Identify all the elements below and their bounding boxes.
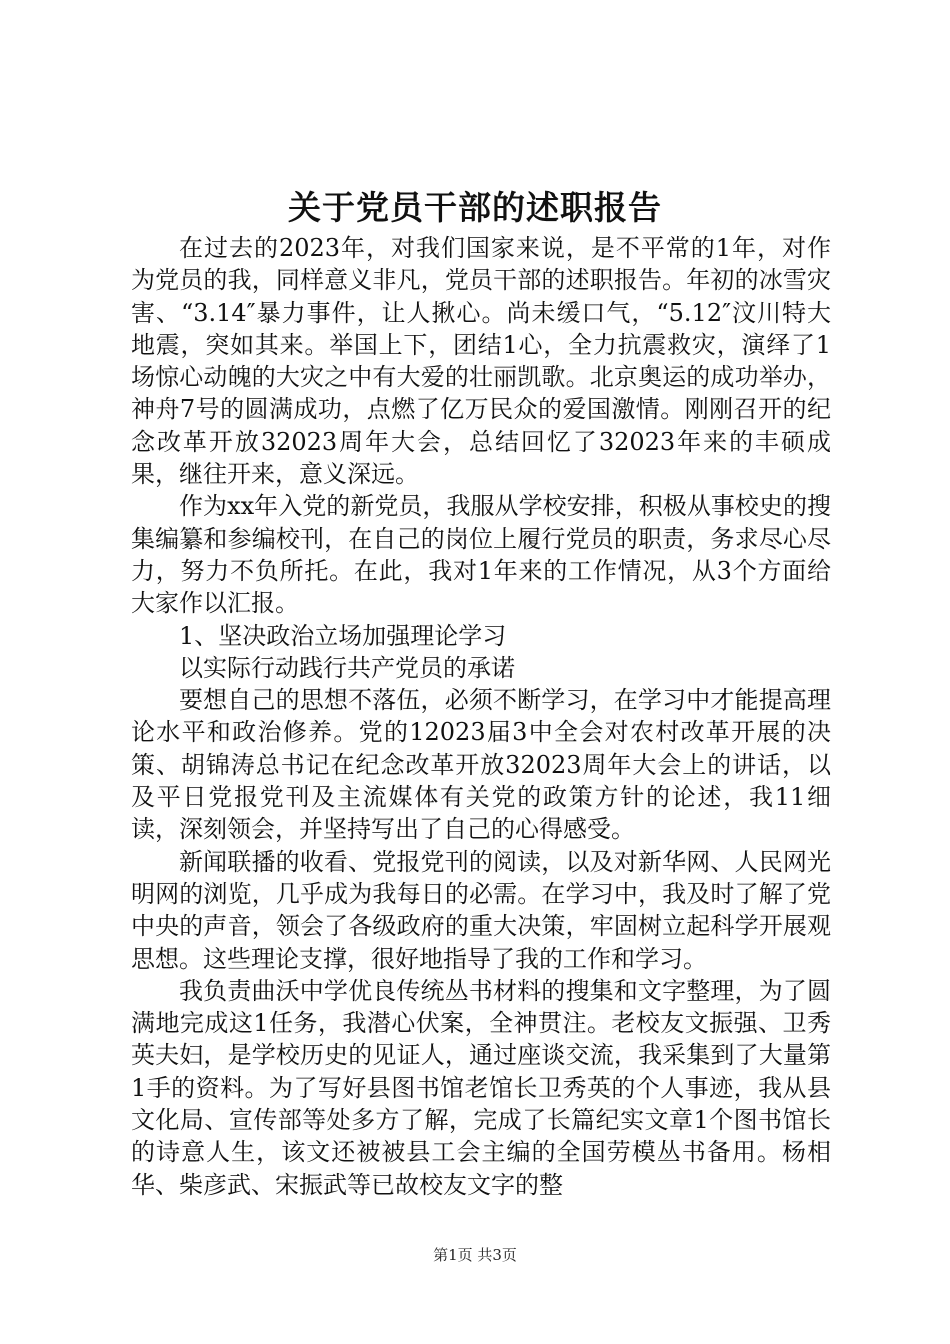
paragraph: 新闻联播的收看、党报党刊的阅读，以及对新华网、人民网光明网的浏览，几乎成为我每日的必需。在学习中，我及时了解了党中央的声音，领会了各级政府的重大决策，牢固树立起科学开展观思想。这些理论支撑，很好地指导了我的工作和学习。: [131, 847, 831, 973]
page-footer: 第1页 共3页: [433, 1246, 517, 1264]
document-title: 关于党员干部的述职报告: [288, 188, 662, 227]
document-body: [131, 232, 831, 1201]
paragraph: 在过去的2023年，对我们国家来说，是不平常的1年，对作为党员的我，同样意义非凡，党员干部的述职报告。年初的冰雪灾害、“3.14″暴力事件，让人揪心。尚未缓口气，“5.12″汶川特大地震，突如其来。举国上下，团结1心，全力抗震救灾，演绎了1场惊心动魄的大灾之中有大爱的壮丽凯歌。北京奥运的成功举办，神舟7号的圆满成功，点燃了亿万民众的爱国激情。刚刚召开的纪念改革开放32023周年大会，总结回忆了32023年来的丰硕成果，继往开来，意义深远。: [131, 234, 831, 489]
paragraph: 作为xx年入党的新党员，我服从学校安排，积极从事校史的搜集编纂和参编校刊，在自己的岗位上履行党员的职责，务求尽心尽力，努力不负所托。在此，我对1年来的工作情况，从3个方面给大家作以汇报。: [131, 492, 831, 618]
paragraph: 我负责曲沃中学优良传统丛书材料的搜集和文字整理，为了圆满地完成这1任务，我潜心伏案，全神贯注。老校友文振强、卫秀英夫妇，是学校历史的见证人，通过座谈交流，我采集到了大量第1手的资料。为了写好县图书馆老馆长卫秀英的个人事迹，我从县文化局、宣传部等处多方了解，完成了长篇纪实文章1个图书馆长的诗意人生，该文还被被县工会主编的全国劳模丛书备用。杨相华、柴彦武、宋振武等已故校友文字的整: [131, 976, 831, 1199]
section-heading: 1、坚决政治立场加强理论学习: [179, 621, 507, 650]
section-subheading: 以实际行动践行共产党员的承诺: [179, 653, 515, 682]
paragraph: 要想自己的思想不落伍，必须不断学习，在学习中才能提高理论水平和政治修养。党的12023届3中全会对农村改革开展的决策、胡锦涛总书记在纪念改革开放32023周年大会上的讲话，以及平日党报党刊及主流媒体有关党的政策方针的论述，我11细读，深刻领会，并坚持写出了自己的心得感受。: [131, 686, 831, 844]
